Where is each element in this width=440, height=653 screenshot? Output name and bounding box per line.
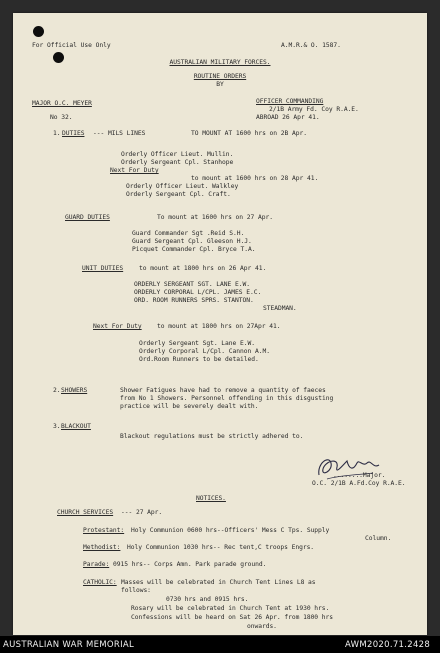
guard-commander: Guard Commander Sgt .Reid S.H. (132, 230, 245, 237)
duties-heading: DUTIES (62, 130, 85, 137)
parade-text: 0915 hrs-- Corps Amn. Park parade ground. (113, 561, 267, 568)
routine-orders-heading: ROUTINE ORDERS (193, 73, 247, 80)
orderly-officer: Orderly Officer Lieut. Mullin. (121, 151, 234, 158)
next-for-duty: Next For Duty (110, 167, 159, 174)
order-number: No 32. (50, 114, 73, 121)
church-services-heading: CHURCH SERVICES (57, 509, 114, 516)
showers-line-1: Shower Fatigues have had to remove a quantity of faeces (120, 387, 326, 394)
mil-lines-mount: TO MOUNT AT 1600 hrs on 2B Apr. (191, 130, 307, 137)
church-services-date: --- 27 Apr. (121, 509, 163, 516)
next2-ord-room-runners: Ord.Room Runners to be detailed. (139, 356, 259, 363)
next2-orderly-sergeant: Orderly Sergeant Sgt. Lane E.W. (139, 340, 255, 347)
duties-number: 1. (53, 130, 61, 137)
guard-sergeant: Guard Sergeant Cpl. Gleeson H.J. (132, 238, 252, 245)
catholic-text-3: 0730 hrs and 0915 hrs. (166, 596, 249, 603)
showers-heading: SHOWERS (61, 387, 88, 394)
catholic-text-4: Rosary will be celebrated in Church Tent at 1930 hrs. (131, 605, 330, 612)
signature-oc: O.C. 2/1B A.Fd.Coy R.A.E. (312, 480, 406, 487)
showers-line-2: from No 1 Showers. Personnel offending in this disgusting (120, 395, 334, 402)
orderly-sergeant: Orderly Sergeant Cpl. Stanhope (121, 159, 234, 166)
protestant-text-2: Column. (365, 535, 392, 542)
protestant-text: Holy Communion 0600 hrs--Officers' Mess C Tps. Supply (131, 527, 330, 534)
guard-mount: To mount at 1600 hrs on 27 Apr. (157, 214, 273, 221)
showers-number: 2. (53, 387, 61, 394)
punch-hole (33, 26, 44, 37)
signature-rank: ........Major. (333, 472, 386, 479)
blackout-number: 3. (53, 423, 61, 430)
next-orderly-sergeant: Orderly Sergeant Cpl. Craft. (126, 191, 231, 198)
catholic-text-2: follows: (121, 587, 151, 594)
classification: For Official Use Only (32, 42, 111, 49)
footer-bar (0, 636, 440, 653)
reference-number: A.M.R.& O. 1587. (281, 42, 341, 49)
catholic-label: CATHOLIC: (83, 579, 117, 586)
major-name: MAJOR O.C. MEYER (32, 100, 92, 107)
next-for-duty-2: Next For Duty (93, 323, 142, 330)
unit-mount: to mount at 1800 hrs on 26 Apr 41. (139, 265, 267, 272)
unit-orderly-sergeant: ORDERLY SERGEANT SGT. LANE E.W. (134, 281, 250, 288)
unit-orderly-corporal: ORDERLY CORPORAL L/CPL. JAMES E.C. (134, 289, 262, 296)
officer-commanding: OFFICER COMMANDING (256, 98, 324, 105)
catholic-text-5: Confessions will be heard on Sat 26 Apr. from 1800 hrs (131, 614, 334, 621)
unit-name: 2/1B Army Fd. Coy R.A.E. (269, 106, 359, 113)
showers-line-3: practice will be severely dealt with. (120, 403, 259, 410)
abroad-date: ABROAD 26 Apr 41. (256, 114, 320, 121)
by-label: BY (216, 81, 224, 88)
unit-runner-steadman: STEADMAN. (263, 305, 297, 312)
footer-accession: AWM2020.71.2428 (345, 640, 431, 650)
catholic-text: Masses will be celebrated in Church Tent Lines L8 as (121, 579, 316, 586)
unit-ord-room-runners: ORD. ROOM RUNNERS SPRS. STANTON. (134, 297, 254, 304)
document-page (13, 13, 427, 635)
blackout-line-1: Blackout regulations must be strictly adhered to. (120, 433, 304, 440)
unit-duties-heading: UNIT DUTIES (82, 265, 124, 272)
protestant-label: Protestant: (83, 527, 125, 534)
notices-heading: NOTICES. (196, 495, 226, 502)
force-heading: AUSTRALIAN MILITARY FORCES. (169, 59, 271, 66)
blackout-heading: BLACKOUT (61, 423, 91, 430)
next-mount: to mount at 1600 hrs on 28 Apr 41. (191, 175, 319, 182)
picquet-commander: Picquet Commander Cpl. Bryce T.A. (132, 246, 256, 253)
mil-lines-label: --- MILS LINES (93, 130, 146, 137)
methodist-label: Methodist: (83, 544, 121, 551)
footer-source: AUSTRALIAN WAR MEMORIAL (3, 640, 135, 650)
next2-mount: to mount at 1800 hrs on 27Apr 41. (157, 323, 281, 330)
methodist-text: Holy Communion 1030 hrs-- Rec tent,C troops Engrs. (127, 544, 315, 551)
guard-duties-heading: GUARD DUTIES (65, 214, 110, 221)
next2-orderly-corporal: Orderly Corporal L/Cpl. Cannon A.M. (139, 348, 270, 355)
catholic-text-6: onwards. (247, 623, 277, 630)
parade-label: Parade: (83, 561, 110, 568)
next-orderly-officer: Orderly Officer Lieut. Walkley (126, 183, 239, 190)
